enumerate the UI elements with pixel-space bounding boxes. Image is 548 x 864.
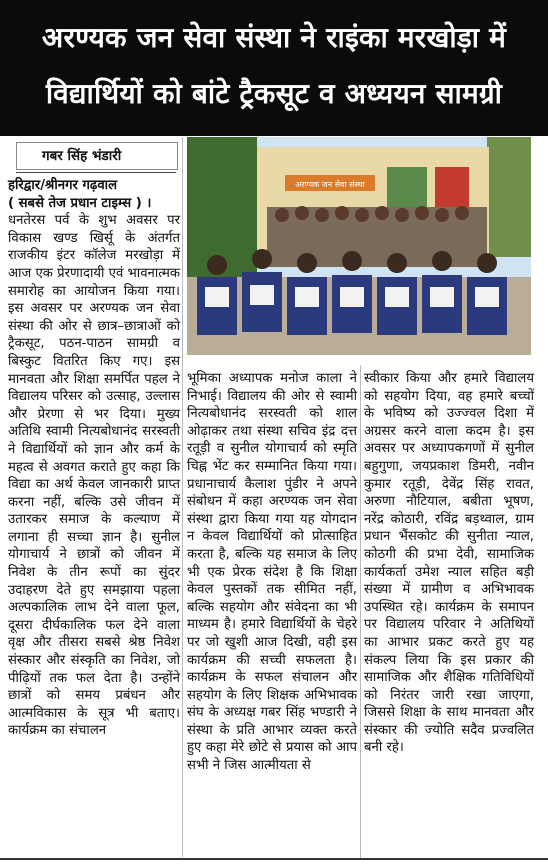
tree-right — [487, 137, 531, 257]
article-dateline — [8, 177, 180, 212]
article-column-1 — [8, 177, 180, 740]
article-text-col1: धनतेरस पर्व के शुभ अवसर पर विकास खण्ड खिर्सू के अंतर्गत राजकीय इंटर कॉलेज मरखोड़ा में आज एक प्रेरणादायी एवं भावनात्मक समारोह का आयोजन किया गया। इस अवसर पर अरण्यक जन सेवा संस्था की ओर से छात्र–छात्राओं को ट्रैकसूट, पठन-पाठन सामग्री व बिस्कुट वितरित किए गए। इस मानवता और शिक्षा समर्पित पहल ने विद्यालय परिसर को उत्साह, उल्लास और प्रेरणा से भर दिया। मुख्य अतिथि स्वामी नित्यबोधानंद सरस्वती ने विद्यार्थियों को ज्ञान और कर्म के महत्व से अवगत कराते हुए कहा कि विद्या का अर्थ केवल जानकारी प्राप्त करना नहीं, बल्कि उसे जीवन में उतारकर समाज के कल्याण में लगाना ही सच्चा ज्ञान है। सुनील योगाचार्य ने छात्रों को जीवन में निवेश के तीन रूपों का सुंदर उदाहरण देते हुए समझाया पहला अल्पकालिक लाभ देने वाला फूल, दूसरा दीर्घकालिक फल देने वाला वृक्ष और तीसरा सबसे श्रेष्ठ निवेश संस्कार और संस्कृति का निवेश, जो पीढ़ियों तक फल देता है। उन्होंने छात्रों को समय प्रबंधन और आत्मविकास के सूत्र भी बताए। कार्यक्रम का संचालन — [8, 213, 180, 739]
byline-rule — [16, 172, 176, 173]
tree-left — [187, 137, 257, 277]
byline — [16, 142, 176, 170]
column-divider-1 — [182, 137, 183, 857]
dateline-place: हरिद्वार/श्रीनगर गढ़वाल — [8, 178, 118, 193]
dateline-source: ( सबसे तेज प्रधान टाइम्स ) । — [8, 195, 152, 211]
column-divider-2 — [360, 365, 361, 860]
photo-banner-text: अरण्यक जन सेवा संस्था — [295, 180, 365, 189]
headline-banner — [0, 0, 548, 136]
page-bottom-rule — [0, 858, 548, 860]
article-text-col2: भूमिका अध्यापक मनोज काला ने निभाई। विद्यालय की ओर से स्वामी नित्यबोधानंद सरस्वती को शाल ओढ़ाकर तथा संस्था सचिव इंद्र दत्त रतूड़ी व सुनील योगाचार्य को स्मृति चिह्न भेंट कर सम्मानित किया गया। प्रधानाचार्य कैलाश पुंडीर ने अपने संबोधन में कहा अरण्यक जन सेवा संस्था द्वारा किया गया यह योगदान न केवल विद्यार्थियों को प्रोत्साहित करता है, बल्कि यह समाज के लिए भी एक प्रेरक संदेश है कि शिक्षा केवल पुस्तकों तक सीमित नहीं, बल्कि सहयोग और संवेदना का भी माध्यम है। हमारे विद्यार्थियों के चेहरे पर जो खुशी आज दिखी, वही इस कार्यक्रम की सच्ची सफलता है। कार्यक्रम के सफल संचालन और सहयोग के लिए शिक्षक अभिभावक संघ के अध्यक्ष गबर सिंह भण्डारी ने संस्था के प्रति आभार व्यक्त करते हुए कहा मेरे छोटे से प्रयास को आप सभी ने जिस आत्मीयता से — [187, 371, 357, 774]
article-column-3 — [364, 370, 534, 757]
article-column-2 — [187, 370, 357, 775]
article-text-col3: स्वीकार किया और हमारे विद्यालय को सहयोग दिया, वह हमारे बच्चों के भविष्य को उज्ज्वल दिशा में अग्रसर करने वाला कदम है। इस अवसर पर अध्यापकगणों में सुनील बहुगुणा, जयप्रकाश डिमरी, नवीन कुमार रतूड़ी, देवेंद्र सिंह रावत, अरुणा नौटियाल, बबीता भूषण, नरेंद्र कोठारी, रविंद्र बड़थ्वाल, ग्राम प्रधान भैंसकोट की सुनीता न्याल, कोठगी की प्रभा देवी, सामाजिक कार्यकर्ता उमेश न्याल सहित बड़ी संख्या में ग्रामीण व अभिभावक उपस्थित रहे। कार्यक्रम के समापन पर विद्यालय परिवार ने अतिथियों का आभार प्रकट करते हुए यह संकल्प लिया कि इस प्रकार की सामाजिक और शैक्षिक गतिविधियों को निरंतर जारी रखा जाएगा, जिससे शिक्षा के साथ मानवता और संस्कार की ज्योति सदैव प्रज्वलित बनी रहे। — [364, 371, 534, 756]
group-photo-illustration — [187, 137, 531, 355]
headline-line-2: विद्यार्थियों को बांटे ट्रैकसूट व अध्ययन सामग्री — [45, 77, 503, 110]
news-photo — [187, 137, 531, 355]
headline-line-1: अरण्यक जन सेवा संस्था ने राइंका मरखोड़ा में — [41, 21, 507, 54]
byline-author: गबर सिंह भंडारी — [42, 148, 122, 164]
